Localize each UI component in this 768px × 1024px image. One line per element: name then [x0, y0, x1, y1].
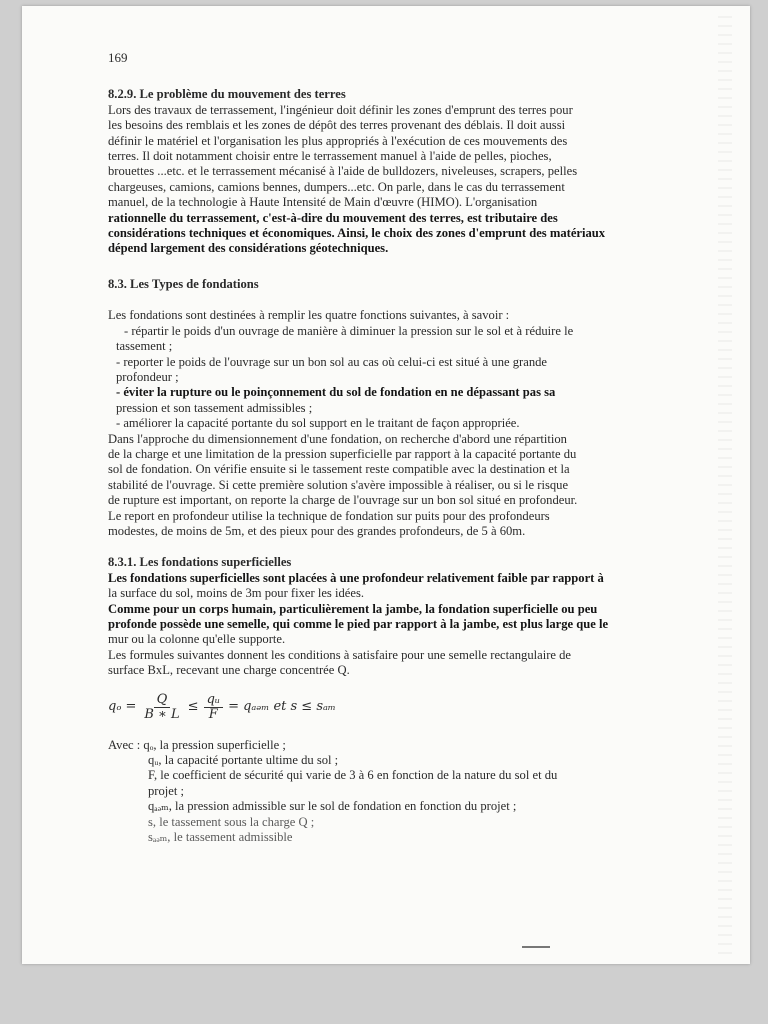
text-line: profonde possède une semelle, qui comme le pied par rapport à la jambe, est plus large que le: [108, 617, 609, 631]
text-line: terres. Il doit notamment choisir entre le terrassement manuel à l'aide de pelles, pioches,: [108, 149, 552, 164]
bearing-pressure-formula: [108, 693, 651, 722]
text-line: surface BxL, recevant une charge concentrée Q.: [108, 663, 350, 678]
text-line: Les fondations superficielles sont placées à une profondeur relativement faible par rapport à: [108, 570, 604, 585]
scan-mark: [522, 946, 550, 948]
text-line: de rupture est important, on reporte la charge de l'ouvrage sur un bon sol situé en profondeur.: [108, 493, 578, 508]
page-number: 169: [108, 50, 128, 65]
definition-line: qₐₔₘ, la pression admissible sur le sol de fondation en fonction du projet ;: [148, 799, 517, 814]
text-line: considérations techniques et économiques. Ainsi, le choix des zones d'emprunt des matériaux: [108, 226, 606, 241]
function-item-4: - améliorer la capacité portante du sol support en le traitant de façon appropriée.: [116, 416, 520, 431]
text-line: sol de fondation. On vérifie ensuite si le tassement reste compatible avec la destination et la: [108, 462, 570, 477]
fraction-denominator: F: [208, 706, 218, 722]
text-line: Les formules suivantes donnent les conditions à satisfaire pour une semelle rectangulaire de: [108, 647, 572, 662]
intro-line: Les fondations sont destinées à remplir les quatre fonctions suivantes, à savoir :: [108, 308, 510, 323]
text-line: brouettes ...etc. et le terrassement mécanisé à l'aide de bulldozers, niveleuses, scrapers, pelles: [108, 164, 578, 179]
text-line: stabilité de l'ouvrage. Si cette première solution s'avère impossible à réaliser, ou si le risque: [108, 477, 569, 492]
section-8-3-1-heading: 8.3.1. Les fondations superficielles: [108, 555, 292, 570]
function-item-1: - répartir le poids d'un ouvrage de manière à diminuer la pression sur le sol et à réduire le: [124, 323, 574, 338]
formula-rhs: = qₐₔₘ et s ≤ sₐₘ: [228, 699, 336, 715]
fraction-numerator: Q: [154, 693, 171, 708]
fraction-denominator: B ∗ L: [144, 706, 180, 722]
function-item-1-cont: tassement ;: [116, 339, 173, 354]
text-line: Le report en profondeur utilise la technique de fondation sur puits pour des profondeurs: [108, 508, 550, 523]
definition-line: projet ;: [148, 783, 185, 798]
text-line: rationnelle du terrassement, c'est-à-dire du mouvement des terres, est tributaire des: [108, 210, 558, 225]
function-item-2: - reporter le poids de l'ouvrage sur un bon sol au cas où celui-ci est situé à une grande: [116, 354, 548, 369]
function-item-2-cont: profondeur ;: [116, 369, 179, 384]
function-item-3: - éviter la rupture ou le poinçonnement du sol de fondation en ne dépassant pas sa: [116, 385, 556, 400]
text-line: de la charge et une limitation de la pression superficielle par rapport à la capacité portante du: [108, 446, 577, 461]
definition-line: F, le coefficient de sécurité qui varie de 3 à 6 en fonction de la nature du sol et du: [148, 768, 558, 783]
text-line: mur ou la colonne qu'elle supporte.: [108, 632, 286, 647]
formula-fraction-ultimate-safety: [204, 693, 224, 722]
text-line: Lors des travaux de terrassement, l'ingénieur doit définir les zones d'emprunt des terres pour: [108, 102, 573, 117]
page-content: [108, 50, 651, 845]
variable-definitions: [108, 738, 651, 846]
formula-fraction-load-area: [141, 693, 182, 722]
text-line: chargeuses, camions, camions bennes, dumpers...etc. On parle, dans le cas du terrassement: [108, 179, 565, 194]
text-line: manuel, de la technologie à Haute Intensité de Main d'œuvre (HIMO). L'organisation: [108, 195, 538, 210]
definition-line: sₐₔₘ, le tassement admissible: [148, 830, 293, 845]
section-8-3-body: [108, 308, 651, 539]
section-8-2-9-heading: 8.2.9. Le problème du mouvement des terres: [108, 87, 346, 102]
fraction-numerator: qᵤ: [204, 693, 224, 708]
text-line: dépend largement des considérations géotechniques.: [108, 241, 389, 256]
text-line: définir le matériel et l'organisation les plus appropriés à l'exécution de ces mouvements des: [108, 133, 568, 148]
text-line: la surface du sol, moins de 3m pour fixer les idées.: [108, 586, 365, 601]
scanned-page: [22, 6, 750, 964]
section-8-3-1-body: [108, 571, 651, 679]
text-line: modestes, de moins de 5m, et des pieux pour des grandes profondeurs, de 5 à 60m.: [108, 523, 526, 538]
text-line: Dans l'approche du dimensionnement d'une fondation, on recherche d'abord une répartition: [108, 431, 567, 446]
definition-line: s, le tassement sous la charge Q ;: [148, 814, 315, 829]
definition-line: Avec : qₒ, la pression superficielle ;: [108, 737, 286, 752]
function-item-3-cont: pression et son tassement admissibles ;: [116, 400, 313, 415]
definition-line: qᵤ, la capacité portante ultime du sol ;: [148, 753, 339, 768]
section-8-2-9-body: [108, 103, 651, 257]
text-line: les besoins des remblais et les zones de dépôt des terres provenant des déblais. Il doit aussi: [108, 118, 566, 133]
formula-leq: ≤: [187, 699, 199, 715]
formula-lhs: qₒ =: [108, 699, 137, 715]
text-line: Comme pour un corps humain, particulièrement la jambe, la fondation superficielle ou peu: [108, 601, 598, 616]
section-8-3-heading: 8.3. Les Types de fondations: [108, 276, 259, 291]
